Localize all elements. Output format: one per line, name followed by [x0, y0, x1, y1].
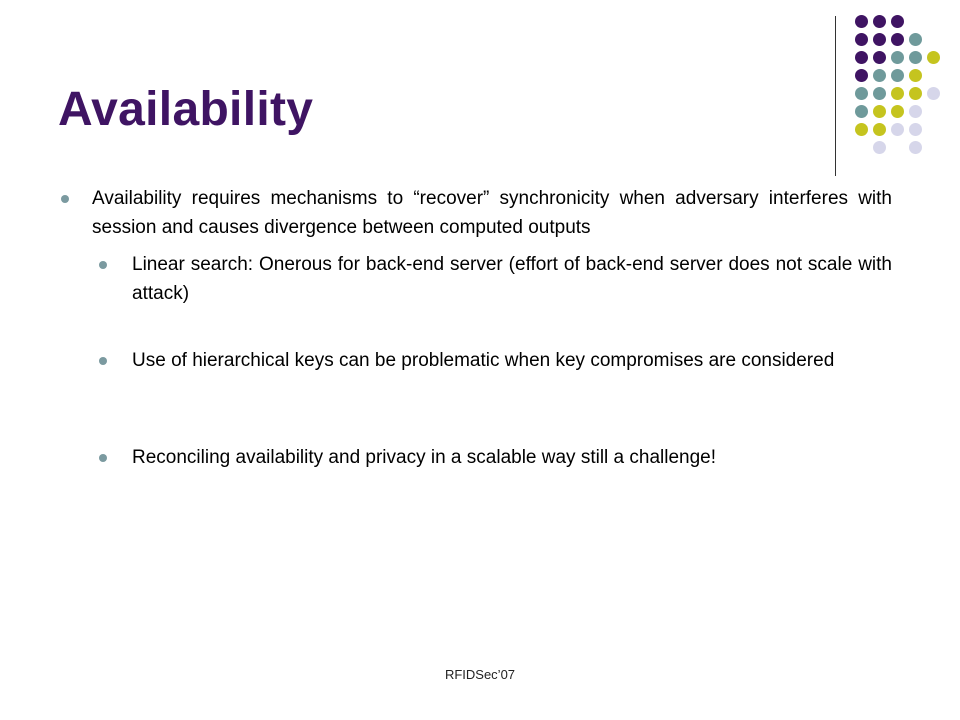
sub-bullet-item-1: Linear search: Onerous for back-end server (effort of back-end server does not scale with attack) — [132, 254, 892, 304]
decorative-dot — [873, 33, 886, 46]
decorative-dot — [927, 87, 940, 100]
decorative-dot — [873, 123, 886, 136]
decorative-dot — [855, 33, 868, 46]
slide-title: Availability — [58, 83, 314, 136]
slide-footer: RFIDSec’07 — [444, 667, 516, 682]
sub-bullet-marker — [99, 261, 107, 269]
decorative-dot — [909, 87, 922, 100]
decorative-dot — [855, 51, 868, 64]
sub-bullet-item-3: Reconciling availability and privacy in a scalable way still a challenge! — [132, 447, 717, 468]
bullet-marker — [61, 195, 69, 203]
decorative-dot — [855, 69, 868, 82]
decorative-dot — [891, 87, 904, 100]
decorative-dot — [855, 15, 868, 28]
vertical-divider — [835, 16, 836, 176]
decorative-dot — [873, 141, 886, 154]
decorative-dot — [909, 51, 922, 64]
decorative-dot — [909, 69, 922, 82]
decorative-dot — [873, 15, 886, 28]
decorative-dot — [873, 105, 886, 118]
decorative-dot — [891, 123, 904, 136]
decorative-dot — [891, 105, 904, 118]
sub-bullet-marker — [99, 357, 107, 365]
bullet-item-1: Availability requires mechanisms to “recover” synchronicity when adversary interferes with session and causes divergence between computed outputs — [92, 188, 892, 238]
sub-bullet-item-2: Use of hierarchical keys can be problematic when key compromises are considered — [132, 350, 835, 371]
sub-bullet-marker — [99, 454, 107, 462]
decorative-dot — [855, 123, 868, 136]
decorative-dot — [909, 141, 922, 154]
decorative-dot — [891, 33, 904, 46]
decorative-dot — [909, 33, 922, 46]
decorative-dot — [855, 105, 868, 118]
decorative-dot — [891, 51, 904, 64]
decorative-dot — [891, 15, 904, 28]
decorative-dot — [927, 51, 940, 64]
decorative-dot — [873, 51, 886, 64]
decorative-dot — [855, 87, 868, 100]
decorative-dot — [873, 87, 886, 100]
decorative-dot — [873, 69, 886, 82]
decorative-dot — [909, 105, 922, 118]
decorative-dot — [891, 69, 904, 82]
decorative-dot — [909, 123, 922, 136]
